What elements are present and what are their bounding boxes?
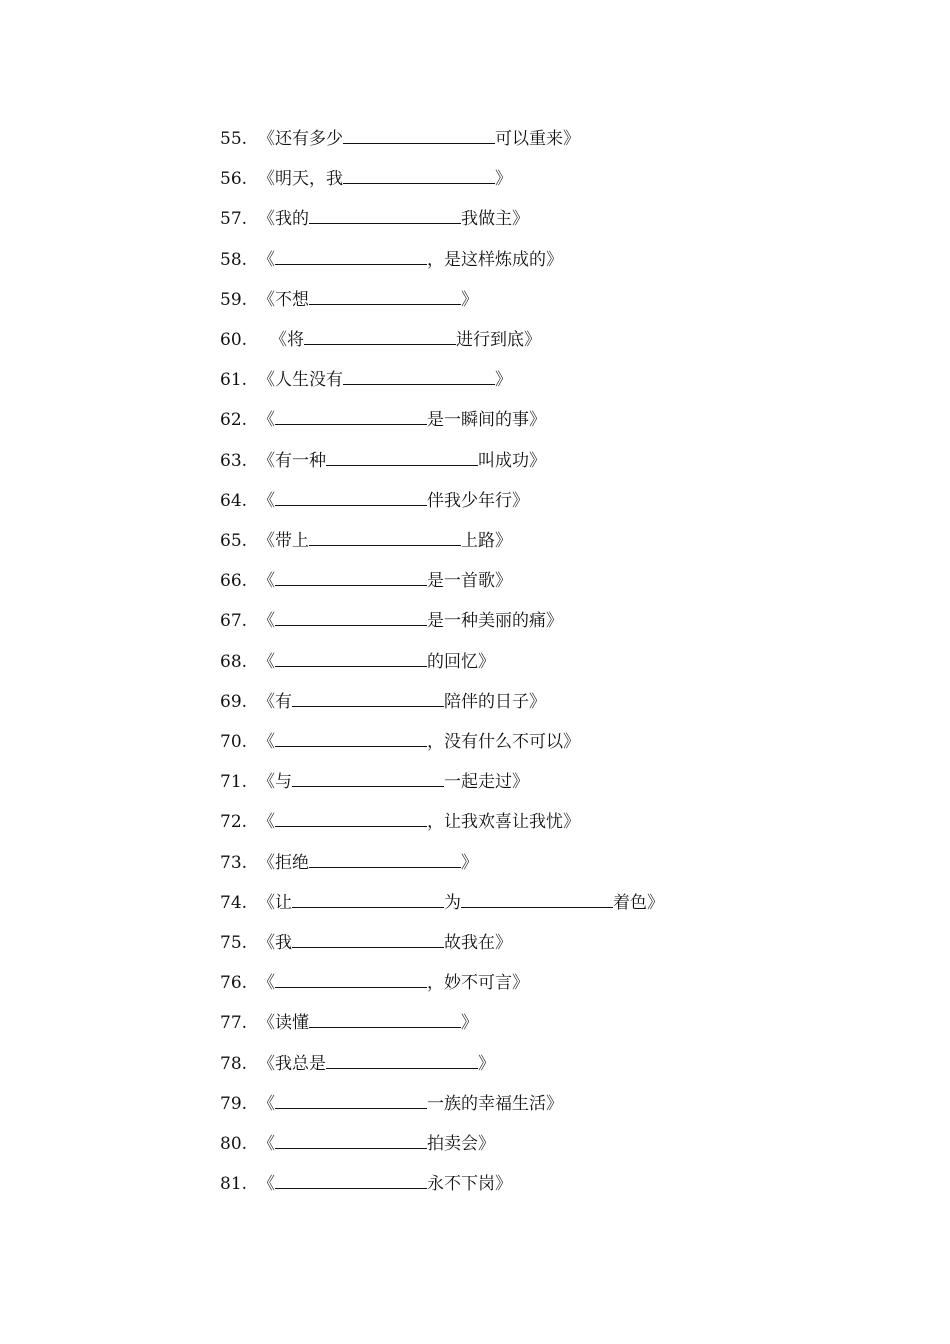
item-text: 《 xyxy=(258,973,275,994)
item-number: 62. xyxy=(220,410,248,431)
item-text: 是一种美丽的痛》 xyxy=(427,611,563,632)
fill-in-blank xyxy=(275,806,427,827)
item-text: 《 xyxy=(258,1134,275,1154)
item-text: 《有 xyxy=(258,691,292,712)
item-text: 拍卖会》 xyxy=(427,1134,495,1154)
item-text: 《我的 xyxy=(258,209,309,230)
fill-in-blank xyxy=(292,887,444,908)
list-item xyxy=(220,1088,563,1116)
item-text: 《 xyxy=(258,571,275,592)
fill-in-blank xyxy=(461,887,613,908)
list-item xyxy=(220,1128,495,1156)
item-number: 66. xyxy=(220,571,248,592)
fill-in-blank xyxy=(292,927,444,948)
item-text: 《 xyxy=(258,611,275,632)
item-text: 《还有多少 xyxy=(258,129,343,149)
item-text: 《将 xyxy=(270,330,304,350)
list-item xyxy=(220,284,478,312)
item-number: 71. xyxy=(220,772,248,793)
fill-in-blank xyxy=(309,1007,461,1028)
item-text: 着色》 xyxy=(613,892,664,913)
item-text: 一族的幸福生活》 xyxy=(427,1093,563,1114)
list-item xyxy=(220,1048,495,1076)
fill-in-blank xyxy=(275,485,427,506)
fill-in-blank xyxy=(309,284,461,305)
item-text: 《明天，我 xyxy=(258,169,343,190)
fill-in-blank xyxy=(326,1048,478,1069)
fill-in-blank xyxy=(275,1168,427,1189)
fill-in-blank xyxy=(292,686,444,707)
item-number: 63. xyxy=(220,450,248,471)
item-text: 《 xyxy=(258,249,275,270)
list-item xyxy=(220,364,512,392)
item-text: 《不想 xyxy=(258,289,309,310)
list-item xyxy=(220,203,529,231)
fill-in-blank xyxy=(275,244,427,265)
list-item xyxy=(220,324,541,352)
item-text: 《拒绝 xyxy=(258,852,309,873)
item-number: 65. xyxy=(220,531,248,551)
item-text: ，是这样炼成的》 xyxy=(427,249,563,270)
list-item xyxy=(220,806,580,834)
item-number: 73. xyxy=(220,852,248,873)
item-text: 可以重来》 xyxy=(495,129,580,149)
item-text: 为 xyxy=(444,892,461,913)
item-text: 《与 xyxy=(258,772,292,793)
item-text: 《 xyxy=(258,732,275,752)
item-number: 78. xyxy=(220,1053,248,1074)
fill-in-blank xyxy=(275,726,427,747)
item-text: 》 xyxy=(478,1053,495,1074)
item-number: 74. xyxy=(220,892,248,913)
item-text: 《人生没有 xyxy=(258,370,343,391)
fill-in-blank xyxy=(292,766,444,787)
item-text: ，让我欢喜让我忧》 xyxy=(427,812,580,833)
item-text: 《 xyxy=(258,1093,275,1114)
list-item xyxy=(220,847,478,875)
fill-in-blank xyxy=(304,324,456,345)
list-item xyxy=(220,163,512,191)
item-number: 76. xyxy=(220,973,248,994)
list-item xyxy=(220,565,512,593)
item-number: 81. xyxy=(220,1174,248,1195)
fill-in-blank xyxy=(275,605,427,626)
fill-in-blank xyxy=(309,203,461,224)
item-text: 《 xyxy=(258,1174,275,1195)
item-number: 61. xyxy=(220,370,248,391)
item-text: ，没有什么不可以》 xyxy=(427,732,580,752)
item-text: 《我 xyxy=(258,933,292,953)
item-number: 77. xyxy=(220,1013,248,1034)
list-item xyxy=(220,766,529,794)
fill-in-blank xyxy=(275,404,427,425)
item-number: 70. xyxy=(220,732,248,752)
list-item xyxy=(220,123,580,151)
fill-in-blank xyxy=(275,565,427,586)
list-item xyxy=(220,967,529,995)
item-text: 我做主》 xyxy=(461,209,529,230)
fill-in-blank xyxy=(275,1088,427,1109)
item-text: 《 xyxy=(258,651,275,672)
item-number: 57. xyxy=(220,209,248,230)
item-text: 》 xyxy=(495,169,512,190)
item-text: 《有一种 xyxy=(258,450,326,471)
list-item xyxy=(220,244,563,272)
item-text: 》 xyxy=(461,852,478,873)
item-number: 75. xyxy=(220,933,248,953)
fill-in-blank xyxy=(343,163,495,184)
item-text: 伴我少年行》 xyxy=(427,490,529,511)
item-number: 72. xyxy=(220,812,248,833)
item-text: 是一瞬间的事》 xyxy=(427,410,546,431)
item-text: 上路》 xyxy=(461,531,512,551)
fill-in-blank xyxy=(343,123,495,144)
fill-in-blank xyxy=(275,1128,427,1149)
list-item xyxy=(220,887,664,915)
item-text: 陪伴的日子》 xyxy=(444,691,546,712)
fill-in-blank xyxy=(309,525,461,546)
item-number: 79. xyxy=(220,1093,248,1114)
item-text: 》 xyxy=(461,289,478,310)
item-text: 故我在》 xyxy=(444,933,512,953)
fill-in-blank xyxy=(343,364,495,385)
list-item xyxy=(220,1007,478,1035)
item-number: 69. xyxy=(220,691,248,712)
item-text: 《 xyxy=(258,410,275,431)
list-item xyxy=(220,605,563,633)
item-text: 》 xyxy=(495,370,512,391)
list-item xyxy=(220,485,529,513)
fill-in-blank xyxy=(275,646,427,667)
fill-in-blank xyxy=(309,847,461,868)
item-text: 《 xyxy=(258,812,275,833)
item-number: 59. xyxy=(220,289,248,310)
item-text: 》 xyxy=(461,1013,478,1034)
list-item xyxy=(220,646,495,674)
list-item xyxy=(220,525,512,553)
item-text: 叫成功》 xyxy=(478,450,546,471)
item-number: 60. xyxy=(220,330,248,350)
item-text: 《读懂 xyxy=(258,1013,309,1034)
item-text: 的回忆》 xyxy=(427,651,495,672)
item-text: ，妙不可言》 xyxy=(427,973,529,994)
list-item xyxy=(220,404,546,432)
item-text: 是一首歌》 xyxy=(427,571,512,592)
item-number: 68. xyxy=(220,651,248,672)
fill-in-blank xyxy=(326,445,478,466)
item-number: 56. xyxy=(220,169,248,190)
item-number: 64. xyxy=(220,490,248,511)
item-number: 80. xyxy=(220,1134,248,1154)
item-text: 《我总是 xyxy=(258,1053,326,1074)
item-text: 一起走过》 xyxy=(444,772,529,793)
list-item xyxy=(220,927,512,955)
item-number: 67. xyxy=(220,611,248,632)
list-item xyxy=(220,445,546,473)
item-number: 55. xyxy=(220,129,248,149)
item-text: 永不下岗》 xyxy=(427,1174,512,1195)
item-text: 进行到底》 xyxy=(456,330,541,350)
list-item xyxy=(220,686,546,714)
fill-in-blank xyxy=(275,967,427,988)
item-text: 《让 xyxy=(258,892,292,913)
item-text: 《带上 xyxy=(258,531,309,551)
list-item xyxy=(220,726,580,754)
item-text: 《 xyxy=(258,490,275,511)
item-number: 58. xyxy=(220,249,248,270)
list-item xyxy=(220,1168,512,1196)
